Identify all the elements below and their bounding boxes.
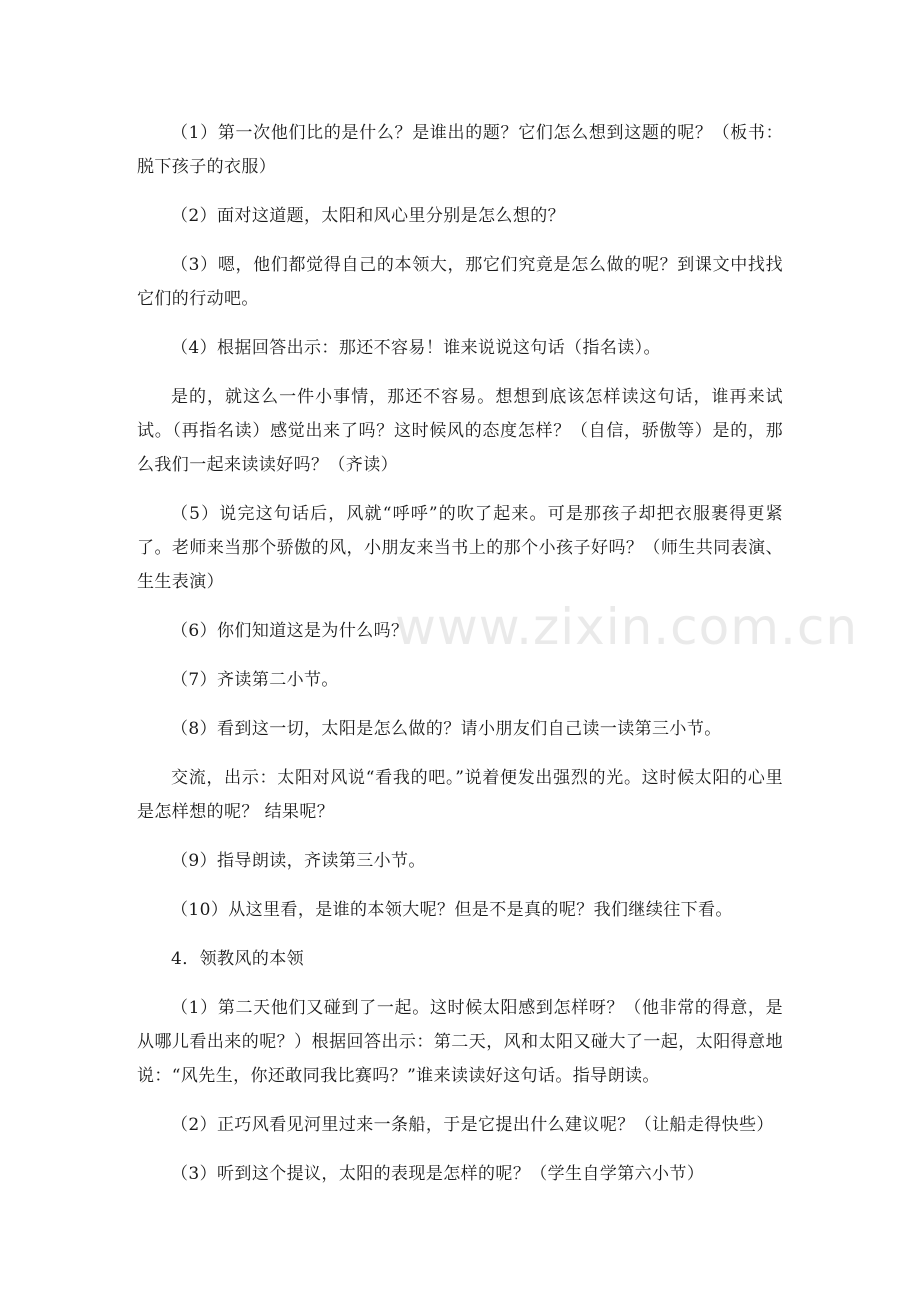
paragraph-7: （6）你们知道这是为什么吗？ <box>171 621 409 641</box>
paragraph-14: （2）正巧风看见河里过来一条船，于是它提出什么建议呢？（让船走得快些） <box>171 1115 774 1135</box>
paragraph-8: （7）齐读第二小节。 <box>171 670 339 690</box>
paragraph-5: 是的，就这么一件小事情，那还不容易。想想到底该怎样读这句话，谁再来试试。（再指名读）感觉出来了吗？这时候风的态度怎样？（自信，骄傲等）是的，那么我们一起来读读好吗？（齐读） <box>137 387 783 475</box>
paragraph-9: （8）看到这一切，太阳是怎么做的？请小朋友们自己读一读第三小节。 <box>171 719 722 739</box>
section-heading: 4．领教风的本领 <box>171 949 305 969</box>
paragraph-11: （9）指导朗读，齐读第三小节。 <box>171 851 426 871</box>
paragraph-4: （4）根据回答出示：那还不容易！谁来说说这句话（指名读）。 <box>171 338 661 358</box>
paragraph-6: （5）说完这句话后，风就“呼呼”的吹了起来。可是那孩子却把衣服裹得更紧了。老师来当那个骄傲的风，小朋友来当书上的那个小孩子好吗？（师生共同表演、生生表演） <box>137 504 783 592</box>
paragraph-1: （1）第一次他们比的是什么？是谁出的题？它们怎么想到这题的呢？（板书：脱下孩子的衣服） <box>137 123 783 177</box>
paragraph-13: （1）第二天他们又碰到了一起。这时候太阳感到怎样呀？（他非常的得意，是从哪儿看出来的呢？）根据回答出示：第二天，风和太阳又碰大了一起，太阳得意地说：“风先生，你还敢同我比赛吗？”谁来读读好这句话。指导朗读。 <box>137 998 783 1086</box>
paragraph-10: 交流，出示：太阳对风说“看我的吧。”说着便发出强烈的光。这时候太阳的心里是怎样想的呢？ 结果呢？ <box>137 768 783 822</box>
document-body <box>137 116 783 1206</box>
watermark: www.zixin.com.cn <box>395 598 859 656</box>
paragraph-2: （2）面对这道题，太阳和风心里分别是怎么想的？ <box>171 206 566 226</box>
paragraph-12: （10）从这里看，是谁的本领大呢？但是不是真的呢？我们继续往下看。 <box>171 900 733 920</box>
paragraph-3: （3）嗯，他们都觉得自己的本领大，那它们究竟是怎么做的呢？到课文中找找它们的行动吧。 <box>137 255 783 309</box>
paragraph-15: （3）听到这个提议，太阳的表现是怎样的呢？（学生自学第六小节） <box>171 1164 705 1184</box>
